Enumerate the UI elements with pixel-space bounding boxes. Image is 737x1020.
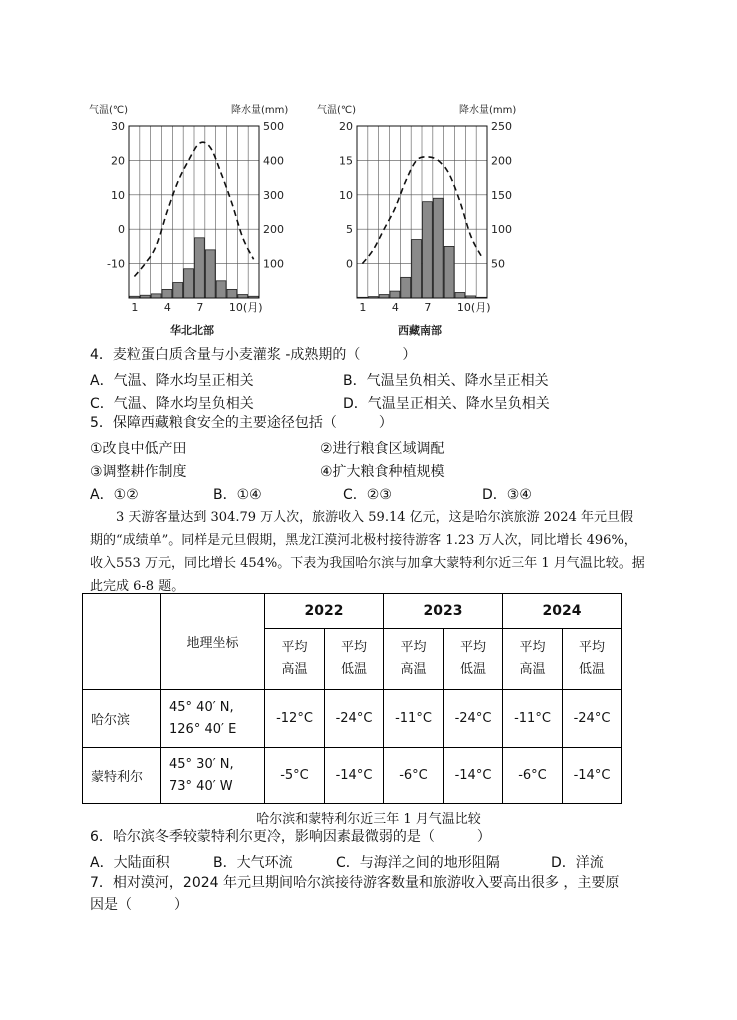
x-tick-label: 10(月) bbox=[228, 301, 263, 314]
y-left-tick-label: 10 bbox=[339, 188, 353, 202]
y-right-tick-label: 200 bbox=[491, 154, 512, 168]
y-right-tick-label: 400 bbox=[263, 154, 284, 168]
passage-text: 3 天游客量达到 304.79 万人次，旅游收入 59.14 亿元，这是哈尔滨旅游 2024 年元旦假期的“成绩单”。同样是元旦假期，黑龙江漠河北极村接待游客 1.23 万人次，同比增长 496%，收入553 万元，同比增长 454%。下表为我国哈尔滨与加拿大蒙特利尔近三年 1 月气温比较。据此完成 6-8 题。 bbox=[90, 510, 645, 594]
precipitation-bar bbox=[195, 238, 205, 298]
city-name: 蒙特利尔 bbox=[83, 748, 161, 804]
temp-cell: -5°C bbox=[265, 748, 325, 804]
precipitation-bar bbox=[412, 240, 422, 298]
precipitation-bar bbox=[216, 281, 226, 298]
q5-option-c[interactable]: C．②③ bbox=[343, 487, 392, 503]
x-tick-label: 7 bbox=[196, 301, 204, 314]
city-coordinates: 45° 30′ N, 73° 40′ W bbox=[161, 748, 265, 804]
q4-option-a[interactable]: A．气温、降水均呈正相关 bbox=[90, 373, 254, 389]
q5-item-3: ③调整耕作制度 bbox=[90, 464, 187, 480]
city-name: 哈尔滨 bbox=[83, 690, 161, 748]
q5-option-a[interactable]: A．①② bbox=[90, 487, 139, 503]
avg-high-header: 平均 高温 bbox=[265, 629, 325, 690]
q6-option-b[interactable]: B．大气环流 bbox=[213, 855, 293, 871]
y-left-tick-label: 5 bbox=[346, 223, 353, 237]
y-right-tick-label: 100 bbox=[263, 257, 284, 271]
q5-item-4: ④扩大粮食种植规模 bbox=[320, 464, 445, 480]
y-axis-left-label: 气温(℃) bbox=[89, 105, 129, 116]
avg-low-header: 平均 低温 bbox=[563, 629, 622, 690]
y-right-tick-label: 100 bbox=[491, 223, 512, 237]
y-left-tick-label: 0 bbox=[346, 257, 353, 271]
precipitation-bar bbox=[444, 246, 454, 298]
y-right-tick-label: 250 bbox=[491, 120, 512, 133]
coord-header: 地理坐标 bbox=[161, 594, 265, 690]
y-left-tick-label: 30 bbox=[111, 120, 125, 133]
y-right-tick-label: 50 bbox=[491, 257, 505, 271]
precipitation-bar bbox=[455, 292, 465, 298]
y-axis-right-label: 降水量(mm) bbox=[231, 105, 289, 116]
x-tick-label: 10(月) bbox=[456, 301, 491, 314]
precipitation-bar bbox=[227, 289, 237, 298]
avg-high-header: 平均 高温 bbox=[503, 629, 563, 690]
x-tick-label: 1 bbox=[359, 301, 367, 314]
precipitation-bar bbox=[151, 294, 161, 298]
precipitation-bar bbox=[173, 283, 183, 298]
q4-option-c[interactable]: C．气温、降水均呈负相关 bbox=[90, 396, 254, 412]
precipitation-bar bbox=[205, 250, 215, 298]
precipitation-bar bbox=[433, 198, 443, 298]
y-left-tick-label: 20 bbox=[111, 154, 125, 168]
precipitation-bar bbox=[238, 295, 248, 298]
chart-title: 华北北部 bbox=[170, 324, 214, 337]
y-left-tick-label: 10 bbox=[111, 188, 125, 202]
y-left-tick-label: 0 bbox=[118, 223, 125, 237]
precipitation-bar bbox=[379, 295, 389, 298]
y-right-tick-label: 300 bbox=[263, 188, 284, 202]
temp-cell: -14°C bbox=[563, 748, 622, 804]
precipitation-bar bbox=[390, 291, 400, 298]
y-axis-left-label: 气温(℃) bbox=[317, 105, 357, 116]
y-left-tick-label: -10 bbox=[107, 257, 125, 271]
avg-low-header: 平均 低温 bbox=[325, 629, 384, 690]
temp-cell: -12°C bbox=[265, 690, 325, 748]
x-tick-label: 4 bbox=[391, 301, 399, 314]
table-row bbox=[83, 748, 622, 804]
temp-cell: -24°C bbox=[325, 690, 384, 748]
temp-cell: -14°C bbox=[325, 748, 384, 804]
year-2023-header: 2023 bbox=[384, 594, 503, 629]
climate-chart-south-tibet bbox=[313, 98, 543, 347]
climate-chart-north-china bbox=[85, 98, 315, 347]
temp-cell: -24°C bbox=[563, 690, 622, 748]
precipitation-bar bbox=[401, 277, 411, 298]
precipitation-bar bbox=[184, 269, 194, 298]
temp-cell: -11°C bbox=[503, 690, 563, 748]
x-tick-label: 7 bbox=[424, 301, 432, 314]
q6-stem: 6．哈尔滨冬季较蒙特利尔更冷，影响因素最微弱的是（ ） bbox=[90, 829, 491, 845]
city-coordinates: 45° 40′ N, 126° 40′ E bbox=[161, 690, 265, 748]
x-tick-label: 1 bbox=[131, 301, 139, 314]
avg-high-header: 平均 高温 bbox=[384, 629, 444, 690]
q4-stem: 4．麦粒蛋白质含量与小麦灌浆 -成熟期的（ ） bbox=[90, 347, 417, 363]
q4-option-b[interactable]: B．气温呈负相关、降水呈正相关 bbox=[343, 373, 549, 389]
y-axis-right-label: 降水量(mm) bbox=[459, 105, 517, 116]
temp-cell: -24°C bbox=[444, 690, 503, 748]
table-caption: 哈尔滨和蒙特利尔近三年 1 月气温比较 bbox=[256, 812, 481, 827]
q7-stem-line1: 7．相对漠河，2024 年元旦期间哈尔滨接待游客数量和旅游收入要高出很多 ，主要原 bbox=[90, 875, 620, 891]
climate-chart-svg bbox=[313, 98, 543, 343]
y-left-tick-label: 20 bbox=[339, 120, 353, 133]
x-tick-label: 4 bbox=[163, 301, 171, 314]
avg-low-header: 平均 低温 bbox=[444, 629, 503, 690]
q5-item-1: ①改良中低产田 bbox=[90, 441, 187, 457]
chart-title: 西藏南部 bbox=[398, 324, 442, 337]
y-right-tick-label: 200 bbox=[263, 223, 284, 237]
precipitation-bar bbox=[423, 202, 433, 298]
year-2022-header: 2022 bbox=[265, 594, 384, 629]
temp-cell: -6°C bbox=[384, 748, 444, 804]
temp-cell: -6°C bbox=[503, 748, 563, 804]
y-right-tick-label: 500 bbox=[263, 120, 284, 133]
table-row bbox=[83, 690, 622, 748]
q5-item-2: ②进行粮食区域调配 bbox=[320, 441, 445, 457]
q5-stem: 5．保障西藏粮食安全的主要途径包括（ ） bbox=[90, 415, 393, 431]
table-corner-cell bbox=[83, 594, 161, 690]
temp-cell: -11°C bbox=[384, 690, 444, 748]
q5-option-d[interactable]: D．③④ bbox=[482, 487, 532, 503]
precipitation-bar bbox=[162, 289, 172, 298]
y-right-tick-label: 150 bbox=[491, 188, 512, 202]
q6-option-d[interactable]: D．洋流 bbox=[551, 855, 604, 871]
temperature-comparison-table bbox=[82, 593, 622, 804]
q6-option-c[interactable]: C．与海洋之间的地形阻隔 bbox=[336, 855, 500, 871]
temp-cell: -14°C bbox=[444, 748, 503, 804]
y-left-tick-label: 15 bbox=[339, 154, 353, 168]
q4-option-d[interactable]: D．气温呈正相关、降水呈负相关 bbox=[343, 396, 550, 412]
q6-option-a[interactable]: A．大陆面积 bbox=[90, 855, 170, 871]
q7-stem-line2: 因是（ ） bbox=[90, 897, 188, 913]
climate-chart-svg bbox=[85, 98, 315, 343]
year-2024-header: 2024 bbox=[503, 594, 622, 629]
reading-passage bbox=[90, 506, 645, 598]
q5-option-b[interactable]: B．①④ bbox=[213, 487, 262, 503]
